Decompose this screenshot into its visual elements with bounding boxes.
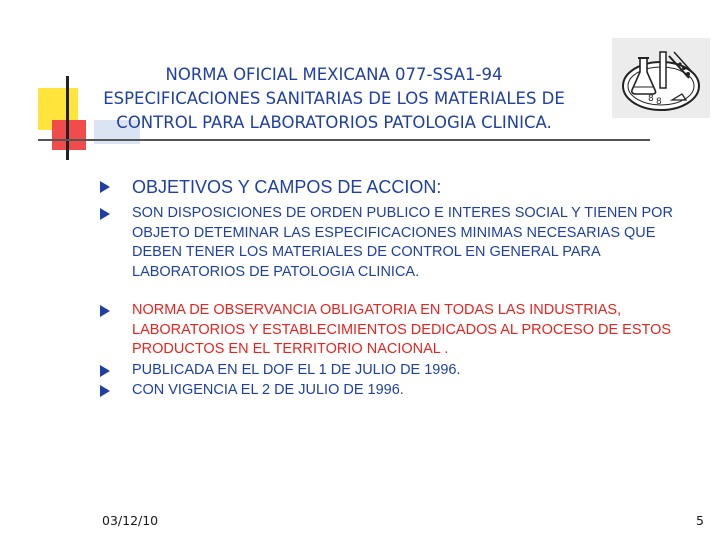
bullet-arrow-icon (100, 385, 110, 397)
laboratory-equipment-icon (612, 38, 710, 118)
bullet-arrow-icon (100, 208, 110, 220)
title-line: CONTROL PARA LABORATORIOS PATOLOGIA CLINICA. (116, 113, 552, 132)
bullet-text: CON VIGENCIA EL 2 DE JULIO DE 1996. (132, 382, 404, 398)
title-divider-line (38, 139, 650, 141)
bullet-text: NORMA DE OBSERVANCIA OBLIGATORIA EN TODAS LAS INDUSTRIAS, LABORATORIOS Y ESTABLECIMIENTOS DEDICADOS AL PROCESO DE ESTOS PRODUCTOS EN EL TERRITORIO NACIONAL . (132, 302, 672, 357)
svg-text:8: 8 (656, 97, 662, 107)
bullet-text: SON DISPOSICIONES DE ORDEN PUBLICO E INTERES SOCIAL Y TIENEN POR OBJETO DETEMINAR LAS ESPECIFICACIONES MINIMAS NECESARIAS QUE DEBEN TENER LOS MATERIALES DE CONTROL EN GENERAL PARA LABORATORIOS DE PATOLOGIA CLINICA. (132, 205, 673, 280)
bullet-item (100, 301, 680, 360)
bullet-list (100, 176, 680, 401)
page-number: 5 (696, 513, 704, 528)
bullet-arrow-icon (100, 305, 110, 317)
title-line: ESPECIFICACIONES SANITARIAS DE LOS MATERIALES DE (103, 89, 565, 108)
decorative-vertical-line (66, 76, 69, 160)
bullet-text: OBJETIVOS Y CAMPOS DE ACCION: (132, 177, 442, 197)
bullet-arrow-icon (100, 365, 110, 377)
svg-text:8: 8 (648, 94, 654, 104)
title-line: NORMA OFICIAL MEXICANA 077-SSA1-94 (165, 65, 503, 84)
bullet-item (100, 381, 680, 401)
footer-date: 03/12/10 (102, 513, 159, 528)
bullet-item (100, 361, 680, 381)
bullet-arrow-icon (100, 181, 110, 193)
bullet-text: PUBLICADA EN EL DOF EL 1 DE JULIO DE 1996. (132, 361, 461, 378)
slide-title (70, 63, 598, 135)
bullet-item (100, 176, 680, 198)
bullet-item (100, 204, 680, 282)
